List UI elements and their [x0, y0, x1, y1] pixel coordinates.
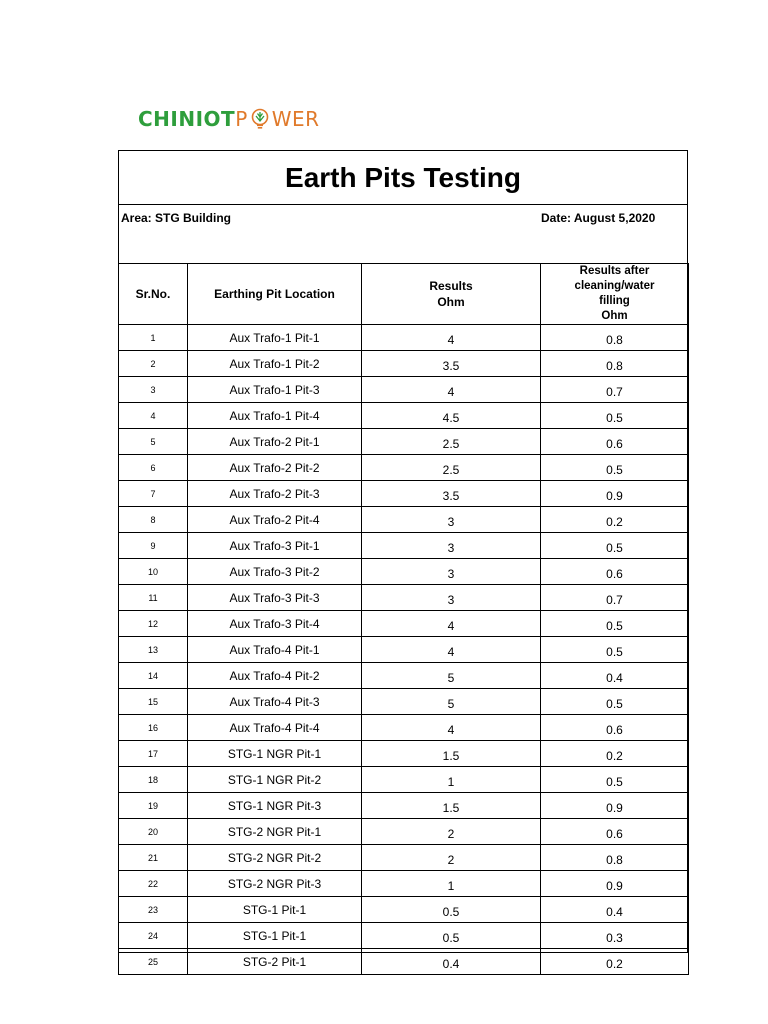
cell-location: STG-2 NGR Pit-2	[188, 845, 362, 871]
cell-location: Aux Trafo-2 Pit-4	[188, 507, 362, 533]
cell-result: 4.5	[362, 403, 541, 429]
cell-location: Aux Trafo-2 Pit-1	[188, 429, 362, 455]
cell-sr-no: 18	[119, 767, 188, 793]
cell-sr-no: 22	[119, 871, 188, 897]
header-results-after	[541, 264, 689, 325]
cell-result: 4	[362, 715, 541, 741]
cell-sr-no: 13	[119, 637, 188, 663]
cell-result-after: 0.4	[541, 897, 689, 923]
cell-result-after: 0.8	[541, 845, 689, 871]
cell-result: 4	[362, 637, 541, 663]
cell-location: Aux Trafo-3 Pit-2	[188, 559, 362, 585]
cell-location: Aux Trafo-3 Pit-4	[188, 611, 362, 637]
table-row	[119, 429, 689, 455]
cell-result-after: 0.5	[541, 767, 689, 793]
cell-result: 3	[362, 559, 541, 585]
table-row	[119, 325, 689, 351]
table-row	[119, 715, 689, 741]
header-location: Earthing Pit Location	[188, 264, 362, 325]
cell-result-after: 0.8	[541, 325, 689, 351]
table-body	[119, 325, 689, 975]
area-label: Area: STG Building	[121, 211, 232, 225]
cell-location: STG-2 NGR Pit-3	[188, 871, 362, 897]
cell-location: STG-1 NGR Pit-1	[188, 741, 362, 767]
cell-result: 2.5	[362, 429, 541, 455]
cell-result-after: 0.9	[541, 871, 689, 897]
cell-sr-no: 9	[119, 533, 188, 559]
cell-sr-no: 11	[119, 585, 188, 611]
cell-sr-no: 19	[119, 793, 188, 819]
table-row	[119, 663, 689, 689]
header-results	[362, 264, 541, 325]
cell-sr-no: 14	[119, 663, 188, 689]
cell-sr-no: 23	[119, 897, 188, 923]
cell-result-after: 0.5	[541, 455, 689, 481]
table-row	[119, 507, 689, 533]
cell-location: Aux Trafo-1 Pit-3	[188, 377, 362, 403]
cell-result-after: 0.5	[541, 689, 689, 715]
cell-location: STG-2 NGR Pit-1	[188, 819, 362, 845]
cell-location: Aux Trafo-1 Pit-1	[188, 325, 362, 351]
cell-result-after: 0.2	[541, 949, 689, 975]
cell-result: 0.5	[362, 923, 541, 949]
cell-location: Aux Trafo-2 Pit-3	[188, 481, 362, 507]
table-row	[119, 455, 689, 481]
cell-result-after: 0.6	[541, 429, 689, 455]
cell-result: 2	[362, 819, 541, 845]
cell-result: 4	[362, 611, 541, 637]
table-row	[119, 481, 689, 507]
cell-result-after: 0.9	[541, 481, 689, 507]
date-label: Date: August 5,2020	[541, 211, 656, 225]
cell-location: STG-1 NGR Pit-3	[188, 793, 362, 819]
cell-sr-no: 24	[119, 923, 188, 949]
table-row	[119, 741, 689, 767]
cell-location: Aux Trafo-1 Pit-2	[188, 351, 362, 377]
header-after-line1: Results after cleaning/water	[574, 265, 655, 292]
logo-bulb-icon	[249, 108, 271, 130]
table-row	[119, 871, 689, 897]
header-after-line3: Ohm	[601, 310, 628, 322]
cell-sr-no: 6	[119, 455, 188, 481]
cell-result: 3.5	[362, 351, 541, 377]
cell-result-after: 0.7	[541, 585, 689, 611]
cell-sr-no: 12	[119, 611, 188, 637]
cell-result-after: 0.9	[541, 793, 689, 819]
cell-result: 3	[362, 585, 541, 611]
header-results-line2: Ohm	[437, 295, 465, 309]
header-after-line2: filling	[599, 295, 630, 307]
logo-text-p: P	[235, 107, 248, 131]
cell-sr-no: 20	[119, 819, 188, 845]
table-row	[119, 897, 689, 923]
cell-location: Aux Trafo-4 Pit-2	[188, 663, 362, 689]
cell-result: 4	[362, 325, 541, 351]
cell-location: Aux Trafo-1 Pit-4	[188, 403, 362, 429]
header-sr-no: Sr.No.	[119, 264, 188, 325]
cell-result-after: 0.6	[541, 559, 689, 585]
cell-result: 3	[362, 507, 541, 533]
cell-sr-no: 21	[119, 845, 188, 871]
cell-sr-no: 7	[119, 481, 188, 507]
table-row	[119, 533, 689, 559]
cell-result: 1	[362, 871, 541, 897]
cell-result-after: 0.7	[541, 377, 689, 403]
table-row	[119, 611, 689, 637]
table-row	[119, 819, 689, 845]
cell-result-after: 0.5	[541, 403, 689, 429]
cell-result: 1	[362, 767, 541, 793]
cell-location: Aux Trafo-3 Pit-3	[188, 585, 362, 611]
cell-result-after: 0.2	[541, 507, 689, 533]
document-title: Earth Pits Testing	[119, 151, 687, 205]
table-row	[119, 923, 689, 949]
cell-result: 1.5	[362, 793, 541, 819]
cell-location: STG-1 Pit-1	[188, 923, 362, 949]
cell-location: Aux Trafo-4 Pit-4	[188, 715, 362, 741]
table-row	[119, 403, 689, 429]
cell-result-after: 0.4	[541, 663, 689, 689]
cell-sr-no: 5	[119, 429, 188, 455]
logo-text-wer: WER	[271, 107, 320, 131]
cell-result-after: 0.8	[541, 351, 689, 377]
logo-text-chiniot: CHINIOT	[138, 107, 236, 131]
cell-result: 2	[362, 845, 541, 871]
results-table	[118, 263, 689, 975]
company-logo	[138, 107, 320, 131]
table-row	[119, 793, 689, 819]
cell-result: 0.5	[362, 897, 541, 923]
cell-result-after: 0.5	[541, 611, 689, 637]
cell-sr-no: 17	[119, 741, 188, 767]
cell-sr-no: 3	[119, 377, 188, 403]
cell-result: 2.5	[362, 455, 541, 481]
header-results-line1: Results	[429, 279, 473, 293]
table-row	[119, 559, 689, 585]
table-header-row	[119, 264, 689, 325]
cell-location: Aux Trafo-2 Pit-2	[188, 455, 362, 481]
table-row	[119, 377, 689, 403]
cell-result-after: 0.6	[541, 715, 689, 741]
table-row	[119, 585, 689, 611]
cell-result-after: 0.5	[541, 533, 689, 559]
cell-location: STG-1 Pit-1	[188, 897, 362, 923]
cell-sr-no: 8	[119, 507, 188, 533]
table-row	[119, 689, 689, 715]
cell-result: 1.5	[362, 741, 541, 767]
cell-result: 4	[362, 377, 541, 403]
cell-sr-no: 25	[119, 949, 188, 975]
table-row	[119, 767, 689, 793]
cell-location: Aux Trafo-3 Pit-1	[188, 533, 362, 559]
cell-location: Aux Trafo-4 Pit-3	[188, 689, 362, 715]
cell-sr-no: 2	[119, 351, 188, 377]
cell-result: 5	[362, 689, 541, 715]
cell-sr-no: 4	[119, 403, 188, 429]
cell-result-after: 0.5	[541, 637, 689, 663]
cell-result: 0.4	[362, 949, 541, 975]
cell-location: STG-1 NGR Pit-2	[188, 767, 362, 793]
table-row	[119, 351, 689, 377]
cell-sr-no: 1	[119, 325, 188, 351]
cell-result: 3	[362, 533, 541, 559]
table-row	[119, 845, 689, 871]
cell-sr-no: 10	[119, 559, 188, 585]
test-sheet	[118, 150, 688, 971]
cell-result-after: 0.2	[541, 741, 689, 767]
cell-result-after: 0.3	[541, 923, 689, 949]
cell-result-after: 0.6	[541, 819, 689, 845]
cell-sr-no: 16	[119, 715, 188, 741]
cell-result: 3.5	[362, 481, 541, 507]
table-row	[119, 637, 689, 663]
cell-result: 5	[362, 663, 541, 689]
cell-location: Aux Trafo-4 Pit-1	[188, 637, 362, 663]
cell-location: STG-2 Pit-1	[188, 949, 362, 975]
table-row	[119, 949, 689, 975]
cell-sr-no: 15	[119, 689, 188, 715]
